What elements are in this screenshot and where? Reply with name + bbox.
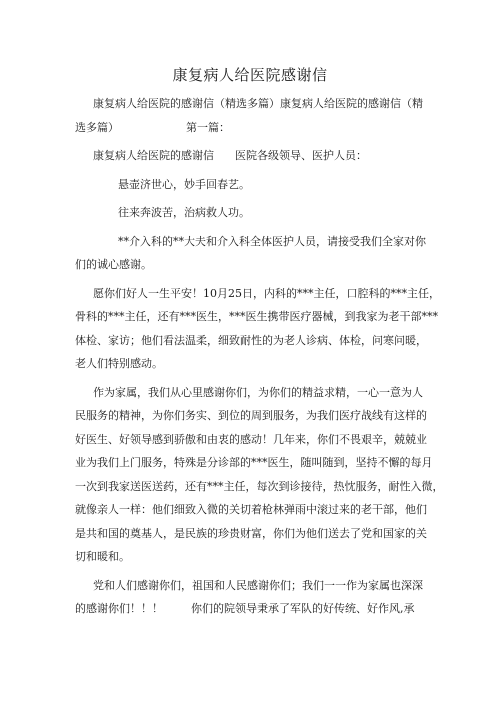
body-line: 就像亲人一样：他们细致入微的关切着枪林弹雨中滚过来的老干部，他们 [75, 503, 427, 516]
body-text-segment: 你们的院领导秉承了军队的好传统、好作风,承 [191, 602, 415, 615]
document-body [75, 92, 444, 621]
poem-line: 悬壶济世心，妙手回春艺。 [118, 177, 250, 191]
body-line: 党和人们感谢你们，祖国和人民感谢你们；我们一一作为家属也深深 [93, 578, 423, 592]
body-line: 是共和国的奠基人，是民族的珍贵财富，你们为他们送去了党和国家的关 [75, 526, 427, 540]
body-line: 切和暖和。 [75, 550, 130, 563]
document-title: 康复病人给医院感谢信 [172, 66, 328, 84]
body-text-segment: 康复病人给医院的感谢信 [93, 149, 214, 162]
body-line [75, 597, 435, 621]
body-text-segment: 的感谢你们！！！ [75, 602, 163, 615]
body-line: 骨科的***主任，还有***医生，***医生携带医疗器械，到我家为老干部*** [75, 310, 438, 323]
body-line: 作为家属，我们从心里感谢你们，为你们的精益求精，一心一意为人 [93, 385, 423, 399]
body-text-segment: 选多篇） [75, 120, 119, 134]
body-line: 好医生、好领导感到骄傲和由衷的感动！几年来，你们不畏艰辛，兢兢业 [75, 432, 427, 446]
body-line: 业为我们上门服务，特殊是分诊部的***医生，随叫随到，坚持不懈的每月 [75, 456, 433, 469]
body-line: 们的诚心感谢。 [75, 258, 152, 271]
salutation: 医院各级领导、医护人员： [235, 149, 367, 162]
body-line: 老人们特别感动。 [75, 357, 163, 370]
section-heading: 第一篇： [186, 120, 230, 134]
body-line: 康复病人给医院的感谢信（精选多篇）康复病人给医院的感谢信（精 [93, 97, 423, 110]
body-line: **介入科的**大夫和介入科全体医护人员，请接受我们全家对你 [118, 234, 426, 248]
body-line [75, 144, 435, 168]
poem-line: 往来奔波苦，治病救人功。 [118, 206, 250, 219]
body-line: 民服务的精神，为你们务实、到位的周到服务，为我们医疗战线有这样的 [75, 409, 427, 422]
body-line: 一次到我家送医送药，还有***主任，每次到诊接待，热忱服务，耐性入微， [75, 479, 444, 493]
body-line: 愿你们好人一生平安！10月25日，内科的***主任，口腔科的***主任， [93, 286, 440, 300]
body-line: 体检、家访；他们看法温柔，细致耐性的为老人诊病、体检，问寒问暖， [75, 333, 427, 347]
body-line [75, 116, 435, 140]
